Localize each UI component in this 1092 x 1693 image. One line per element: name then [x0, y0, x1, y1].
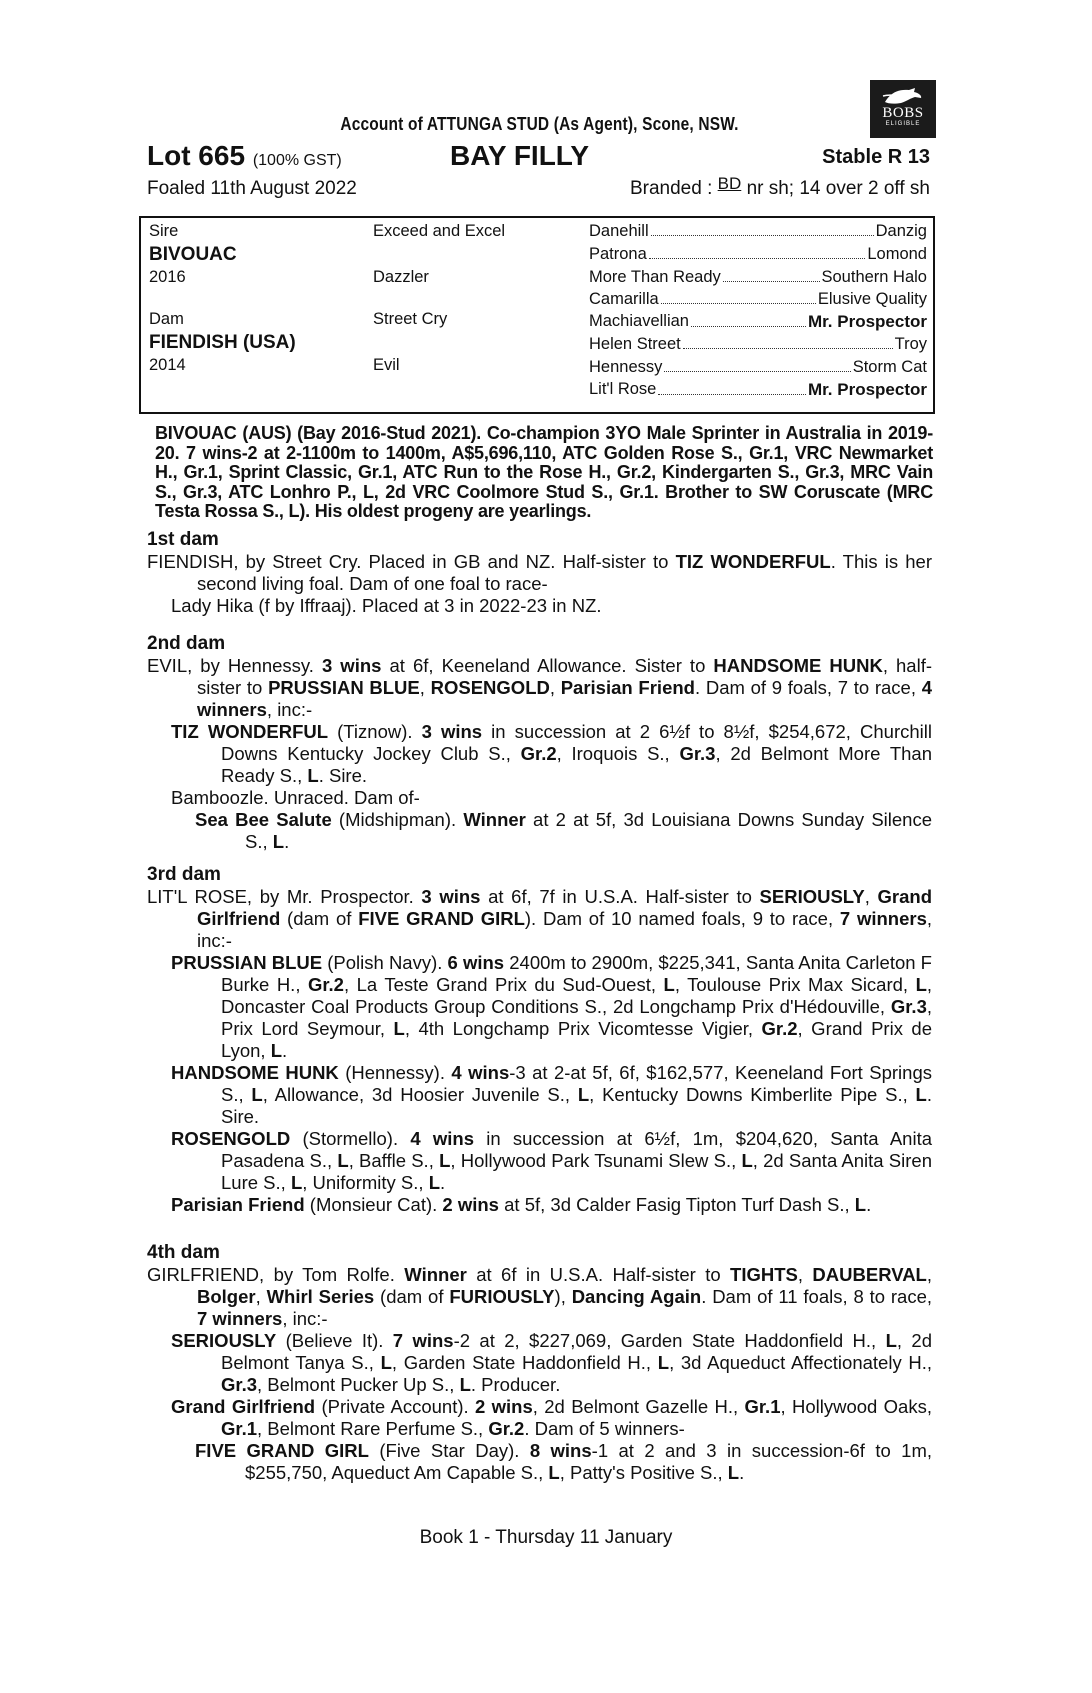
progeny-entry: Bamboozle. Unraced. Dam of- — [171, 787, 420, 808]
grand-progeny-entry: FIVE GRAND GIRL (Five Star Day). 8 wins-1 at 2 and 3 in succession-6f to 1m, $255,750, Aqueduct Am Capable S., L, Patty's Positive S., L. — [195, 1440, 932, 1483]
g3-sire: Elusive Quality — [817, 290, 927, 308]
progeny-entry: SERIOUSLY (Believe It). 7 wins-2 at 2, $227,069, Garden State Haddonfield H., L, 2d Belmont Tanya S., L, Garden State Haddonfield H., L, 3d Aqueduct Affectionately H., Gr.3, Belmont Pucker Up S., L. Producer. — [171, 1330, 933, 1395]
grand-progeny-entry: Sea Bee Salute (Midshipman). Winner at 2 at 5f, 3d Louisiana Downs Sunday Silence S., L. — [195, 809, 932, 852]
dam-label: Dam — [149, 310, 184, 328]
g3-name: Machiavellian — [589, 312, 689, 330]
dam-name: FIENDISH (USA) — [149, 332, 296, 353]
horse-head-icon — [881, 86, 925, 106]
g3-row — [589, 222, 927, 241]
sire-sire: Exceed and Excel — [373, 222, 506, 240]
g3-row — [589, 245, 927, 264]
leader-dots — [691, 312, 806, 327]
leader-dots — [649, 245, 866, 259]
first-dam-section — [147, 528, 932, 617]
brand-mark: BD — [717, 174, 742, 193]
lot-label: Lot 665 — [147, 140, 246, 171]
g3-sire: Lomond — [867, 245, 927, 263]
lot-number — [147, 140, 342, 172]
branded-label: Branded : — [629, 178, 713, 199]
sire-dam: Dazzler — [373, 268, 429, 286]
g3-name: Lit'l Rose — [589, 380, 657, 398]
dam-entry: GIRLFRIEND, by Tom Rolfe. Winner at 6f in U.S.A. Half-sister to TIGHTS, DAUBERVAL, Bolger, Whirl Series (dam of FURIOUSLY), Dancing Again. Dam of 11 foals, 8 to race, 7 winners, inc:- — [147, 1264, 933, 1329]
leader-dots — [661, 290, 816, 304]
dam-entry: FIENDISH, by Street Cry. Placed in GB and NZ. Half-sister to TIZ WONDERFUL. This is her second living foal. Dam of one foal to race- — [147, 551, 932, 594]
progeny-entry: ROSENGOLD (Stormello). 4 wins in succession at 6½f, 1m, $204,620, Santa Anita Pasadena S., L, Baffle S., L, Hollywood Park Tsunami Slew S., L, 2d Santa Anita Siren Lure S., L, Uniformity S., L. — [171, 1128, 932, 1193]
dam-year: 2014 — [149, 356, 186, 374]
g3-name: Danehill — [589, 222, 649, 240]
fourth-dam-section — [147, 1241, 932, 1484]
progeny-entry: TIZ WONDERFUL (Tiznow). 3 wins in succession at 2 6½f to 8½f, $254,672, Churchill Downs Kentucky Jockey Club S., Gr.2, Iroquois S., Gr.3, 2d Belmont More Than Ready S., L. Sire. — [171, 721, 932, 786]
horse-description: BAY FILLY — [450, 140, 590, 171]
section-heading: 3rd dam — [147, 864, 221, 885]
section-heading: 2nd dam — [147, 633, 226, 654]
g3-row — [589, 335, 927, 354]
stable-number: Stable R 13 — [822, 146, 930, 168]
g3-sire: Troy — [894, 335, 927, 353]
lot-line — [147, 140, 932, 176]
leader-dots — [723, 268, 820, 282]
sire-summary: BIVOUAC (AUS) (Bay 2016-Stud 2021). Co-champion 3YO Male Sprinter in Australia in 2019-20. 7 wins-2 at 2-1100m to 1400m, A$5,696,110, ATC Golden Rose S., Gr.1, VRC Newmarket H., Gr.1, Sprint Classic, Gr.1, ATC Run to the Rose H., Gr.2, Kindergarten S., Gr.3, MRC Vain S., Gr.3, ATC Lonhro P., L, 2d VRC Coolmore Stud S., Gr.1. Brother to SW Coruscate (MRC Testa Rossa S., L). His oldest progeny are yearlings. — [155, 423, 933, 521]
logo-subtext: ELIGIBLE — [885, 121, 921, 127]
section-heading: 1st dam — [147, 529, 219, 550]
leader-dots — [664, 358, 850, 372]
page-footer: Book 1 - Thursday 11 January — [419, 1527, 673, 1548]
progeny-entry: Grand Girlfriend (Private Account). 2 wins, 2d Belmont Gazelle H., Gr.1, Hollywood Oaks, Gr.1, Belmont Rare Perfume S., Gr.2. Dam of 5 winners- — [171, 1396, 932, 1439]
g3-name: Patrona — [589, 245, 647, 263]
g3-row — [589, 290, 927, 309]
g3-name: Hennessy — [589, 358, 663, 376]
progeny-entry: Lady Hika (f by Iffraaj). Placed at 3 in 2022-23 in NZ. — [171, 595, 602, 616]
g3-row — [589, 358, 927, 377]
g3-sire: Southern Halo — [821, 268, 927, 286]
foaled-date: Foaled 11th August 2022 — [147, 178, 357, 199]
progeny-entry: HANDSOME HUNK (Hennessy). 4 wins-3 at 2-at 5f, 6f, $162,577, Keeneland Fort Springs S., L, Allowance, 3d Hoosier Juvenile S., L, Kentucky Downs Kimberlite Pipe S., L. Sire. — [171, 1062, 932, 1127]
g3-row — [589, 380, 927, 400]
leader-dots — [683, 335, 893, 349]
g3-sire: Mr. Prospector — [807, 380, 927, 399]
sire-year: 2016 — [149, 268, 186, 286]
dam-sire: Street Cry — [373, 310, 448, 328]
third-dam-section — [147, 863, 932, 1216]
dam-entry: EVIL, by Hennessy. 3 wins at 6f, Keeneland Allowance. Sister to HANDSOME HUNK, half-sister to PRUSSIAN BLUE, ROSENGOLD, Parisian Friend. Dam of 9 foals, 7 to race, 4 winners, inc:- — [147, 655, 933, 720]
branded-details: nr sh; 14 over 2 off sh — [746, 178, 930, 199]
pedigree-table — [139, 216, 935, 414]
sire-name: BIVOUAC — [149, 244, 237, 265]
g3-sire: Mr. Prospector — [807, 312, 927, 331]
g3-name: Camarilla — [589, 290, 659, 308]
account-line: Account of ATTUNGA STUD (As Agent), Scone, NSW. — [340, 114, 739, 134]
leader-dots — [658, 380, 806, 395]
gst-note: (100% GST) — [252, 152, 342, 169]
g3-sire: Storm Cat — [852, 358, 927, 376]
g3-row — [589, 268, 927, 287]
sire-label: Sire — [149, 222, 179, 240]
progeny-entry: PRUSSIAN BLUE (Polish Navy). 6 wins 2400m to 2900m, $225,341, Santa Anita Carleton F Burke H., Gr.2, La Teste Grand Prix du Sud-Ouest, L, Toulouse Prix Max Sicard, L, Doncaster Coal Products Group Conditions S., 2d Longchamp Prix d'Hédouville, Gr.3, Prix Lord Seymour, L, 4th Longchamp Prix Vicomtesse Vigier, Gr.2, Grand Prix de Lyon, L. — [171, 952, 933, 1061]
leader-dots — [651, 222, 874, 236]
g3-name: More Than Ready — [589, 268, 721, 286]
logo-text: BOBS — [882, 105, 924, 121]
g3-row — [589, 312, 927, 332]
branded-info — [629, 174, 930, 200]
g3-name: Helen Street — [589, 335, 681, 353]
bobs-eligible-logo — [870, 80, 936, 138]
g3-sire: Danzig — [875, 222, 927, 240]
progeny-entry: Parisian Friend (Monsieur Cat). 2 wins at 5f, 3d Calder Fasig Tipton Turf Dash S., L. — [171, 1194, 872, 1215]
dam-dam: Evil — [373, 356, 400, 374]
dam-entry: LIT'L ROSE, by Mr. Prospector. 3 wins at 6f, 7f in U.S.A. Half-sister to SERIOUSLY, Grand Girlfriend (dam of FIVE GRAND GIRL). Dam of 10 named foals, 9 to race, 7 winners, inc:- — [147, 886, 933, 951]
second-dam-section — [147, 632, 932, 853]
section-heading: 4th dam — [147, 1242, 220, 1263]
